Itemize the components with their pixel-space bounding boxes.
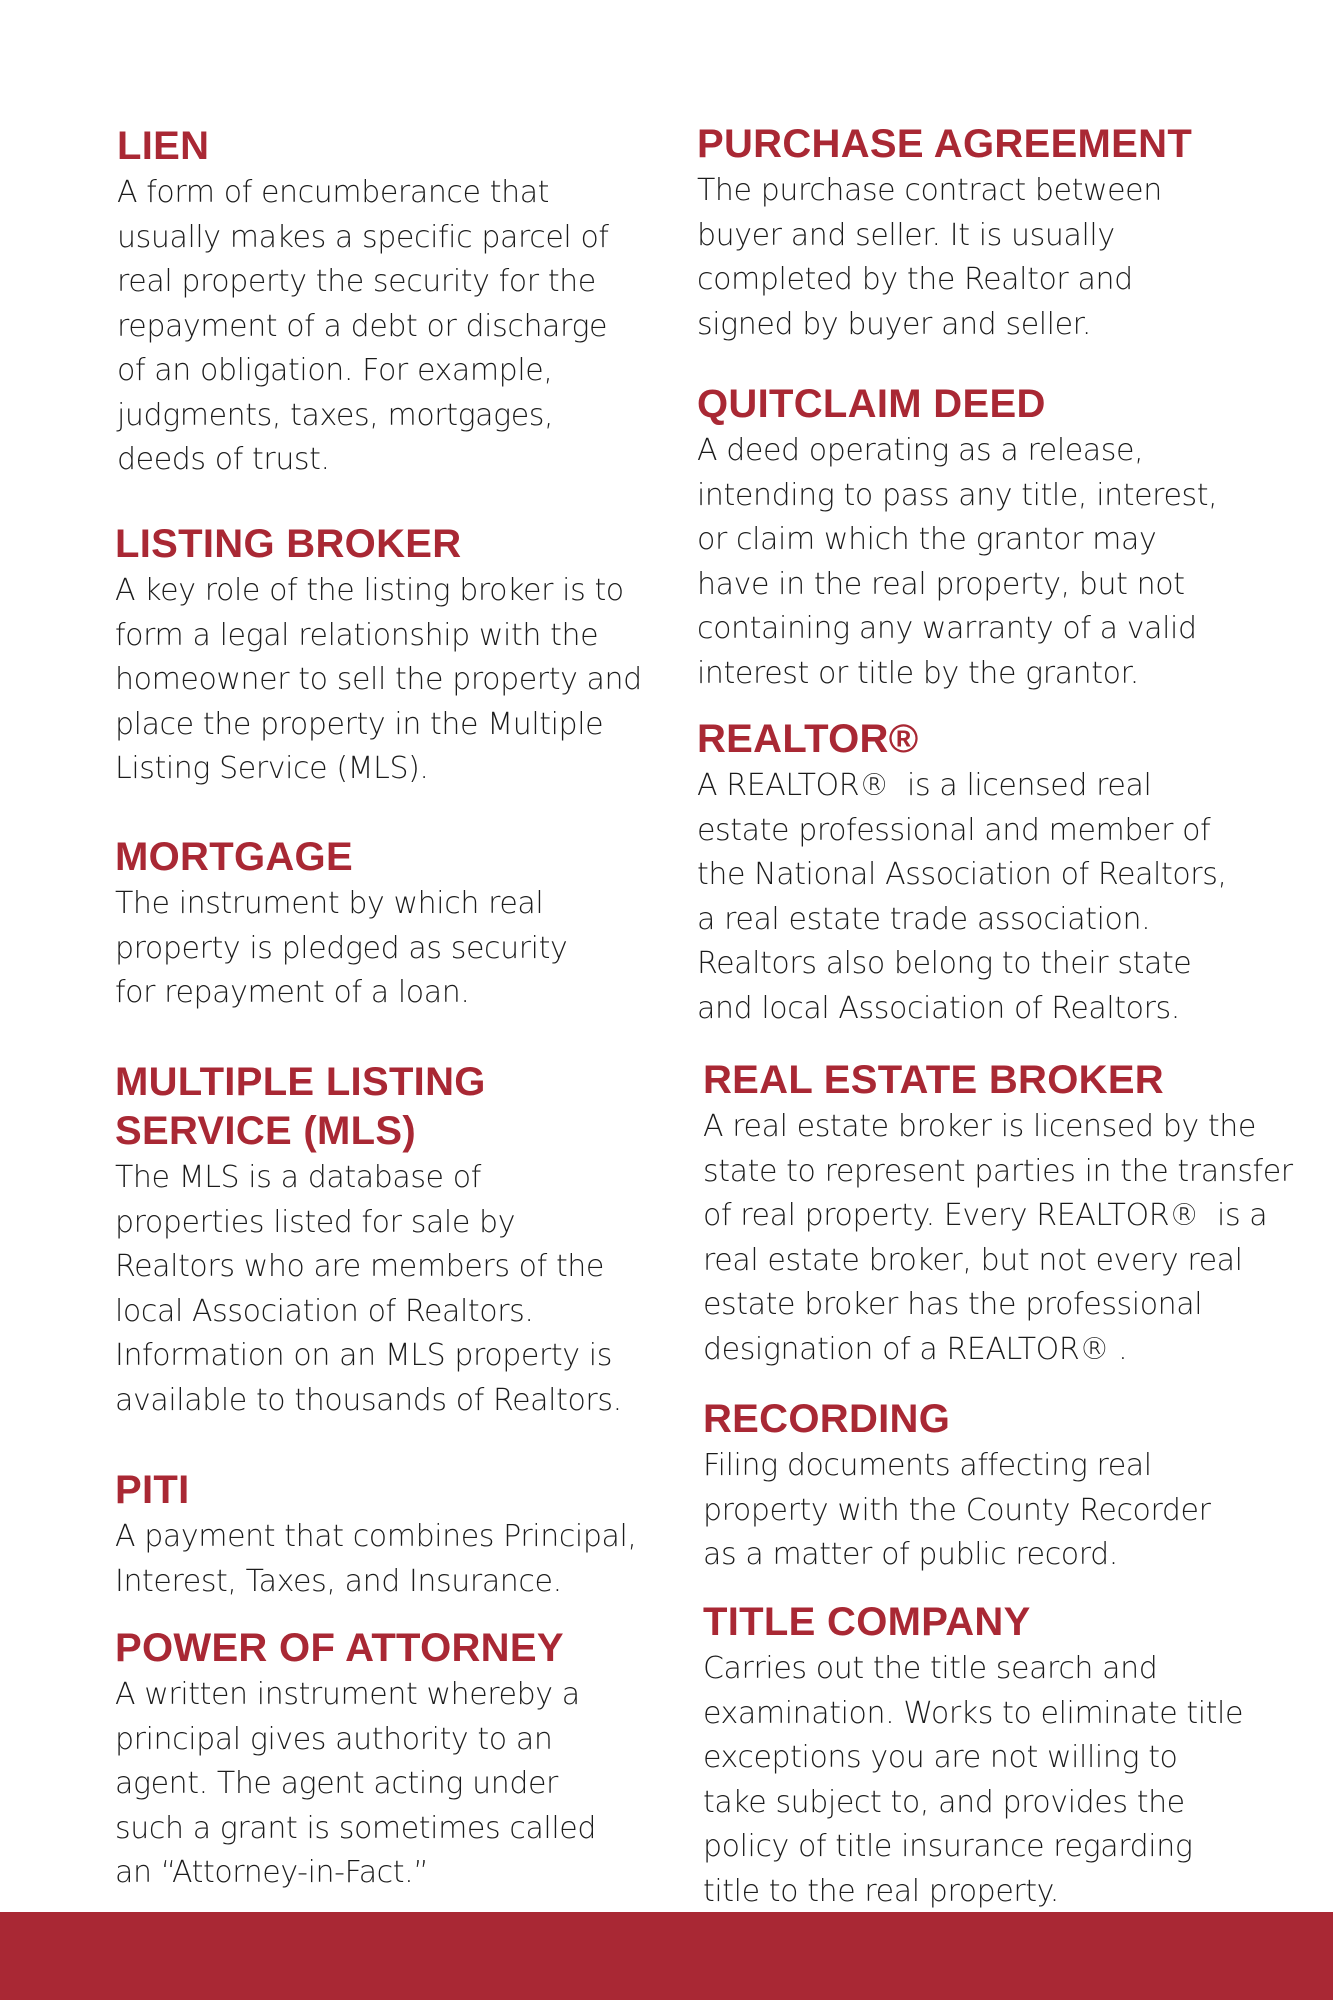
term-heading: PITI	[115, 1468, 190, 1512]
term-heading: REALTOR®	[697, 717, 919, 761]
term-definition: The MLS is a database of properties listed for sale by Realtors who are members of the local Association of Realtors. Information on an MLS property is available to thousands of Realtors.	[115, 1160, 622, 1418]
term-heading: LIEN	[117, 124, 210, 168]
term-definition: A form of encumberance that usually makes a specific parcel of real property the security for the repayment of a debt or discharge of an obligation. For example, judgments, taxes, mortgages, deeds of trust.	[117, 175, 609, 477]
term-heading: MORTGAGE	[115, 835, 353, 879]
term-definition: A key role of the listing broker is to form a legal relationship with the homeowner to sell the property and place the property in the Multiple Listing Service (MLS).	[115, 573, 642, 786]
glossary-entry-recording	[703, 1395, 1211, 1578]
glossary-entry-real-estate-broker	[703, 1056, 1293, 1372]
term-definition: Carries out the title search and examination. Works to eliminate title exceptions you are not willing to take subject to, and provides the policy of title insurance regarding title to the real property.	[703, 1651, 1244, 1909]
glossary-entry-lien	[117, 122, 609, 483]
term-heading: POWER OF ATTORNEY	[115, 1626, 564, 1670]
glossary-entry-quitclaim-deed	[697, 380, 1217, 696]
footer-accent-bar	[0, 1912, 1333, 2000]
glossary-entry-piti	[115, 1466, 637, 1604]
term-definition: The purchase contract between buyer and seller. It is usually completed by the Realtor and signed by buyer and seller.	[697, 173, 1162, 342]
term-heading: LISTING BROKER	[115, 522, 462, 566]
glossary-entry-multiple-listing-service	[115, 1058, 622, 1423]
term-definition: A deed operating as a release, intending to pass any title, interest, or claim which the grantor may have in the real property, but not containing any warranty of a valid interest or title by the grantor.	[697, 433, 1218, 691]
term-heading: QUITCLAIM DEED	[697, 382, 1046, 426]
term-heading: TITLE COMPANY	[703, 1600, 1031, 1644]
term-heading: PURCHASE AGREEMENT	[697, 122, 1193, 166]
term-definition: A payment that combines Principal, Interest, Taxes, and Insurance.	[115, 1519, 637, 1599]
glossary-entry-power-of-attorney	[115, 1624, 596, 1896]
term-heading: MULTIPLE LISTING SERVICE (MLS)	[115, 1060, 486, 1153]
glossary-entry-mortgage	[115, 833, 567, 1016]
glossary-entry-listing-broker	[115, 520, 642, 792]
term-definition: A REALTOR® is a licensed real estate professional and member of the National Association of Realtors, a real estate trade association. Realtors also belong to their state and local Association of Realtors.	[697, 768, 1227, 1026]
term-definition: The instrument by which real property is pledged as security for repayment of a loan.	[115, 886, 568, 1010]
term-definition: Filing documents affecting real property with the County Recorder as a matter of public record.	[703, 1448, 1211, 1572]
glossary-entry-purchase-agreement	[697, 120, 1192, 347]
glossary-entry-realtor	[697, 715, 1227, 1031]
term-heading: RECORDING	[703, 1397, 951, 1441]
term-heading: REAL ESTATE BROKER	[703, 1058, 1164, 1102]
term-definition: A written instrument whereby a principal gives authority to an agent. The agent acting under such a grant is sometimes called an “Attorney-in-Fact.”	[115, 1677, 596, 1890]
glossary-entry-title-company	[703, 1598, 1243, 1914]
term-definition: A real estate broker is licensed by the state to represent parties in the transfer of real property. Every REALTOR® is a real estate broker, but not every real estate broker has the professional designation of a REALTOR® .	[703, 1109, 1293, 1367]
